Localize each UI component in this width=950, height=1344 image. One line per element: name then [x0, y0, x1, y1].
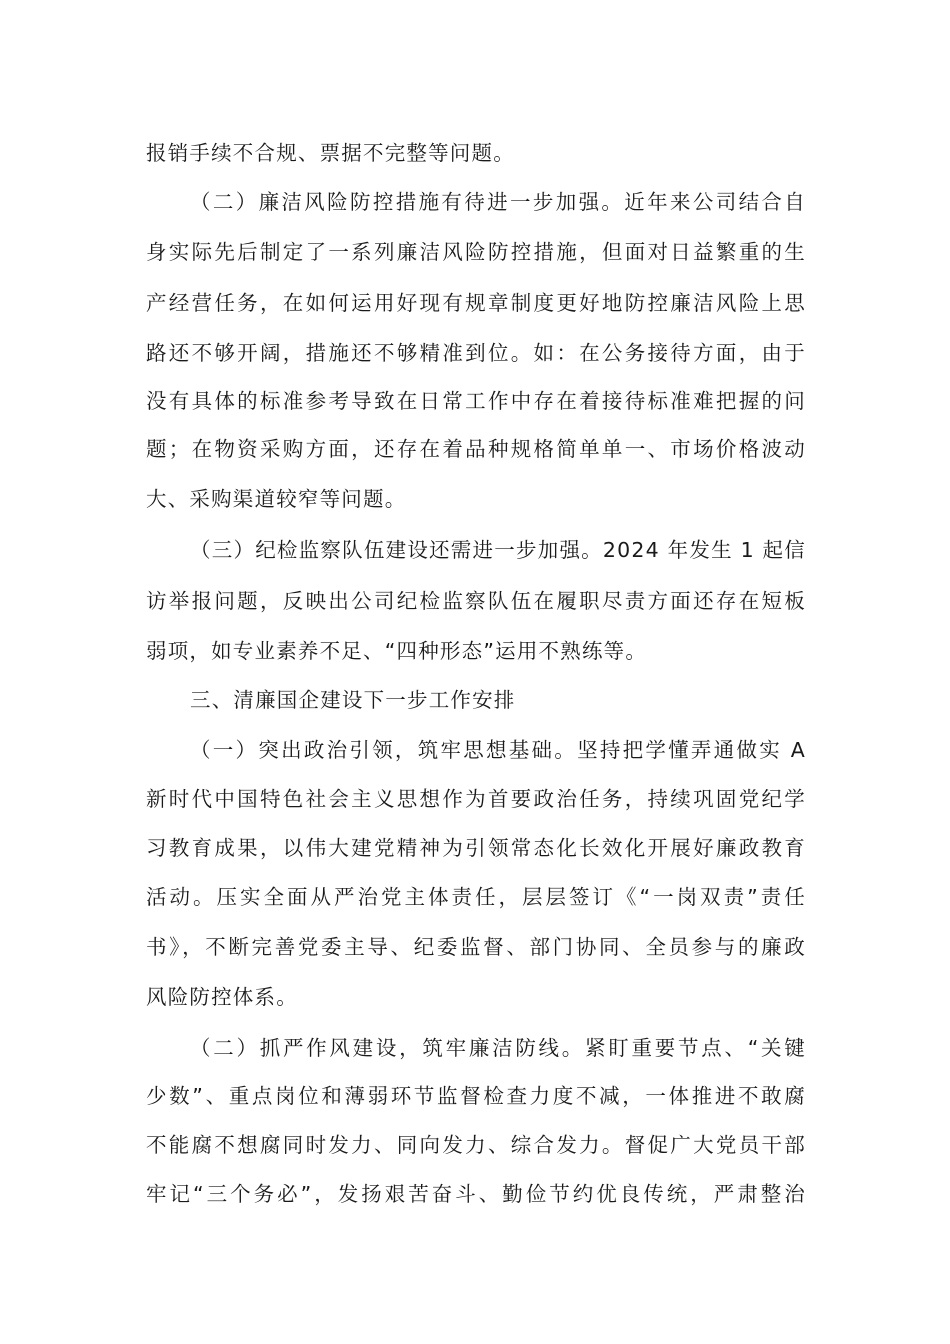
text-line: （一）突出政治引领，筑牢思想基础。坚持把学懂弄通做实 A — [190, 738, 806, 762]
text-line: （二）廉洁风险防控措施有待进一步加强。近年来公司结合自 — [190, 190, 806, 214]
text-line: 风险防控体系。 — [146, 985, 298, 1009]
text-line: 报销手续不合规、票据不完整等问题。 — [146, 141, 515, 165]
text-line: 弱项，如专业素养不足、“四种形态”运用不熟练等。 — [146, 639, 648, 663]
text-line: （二）抓严作风建设，筑牢廉洁防线。紧盯重要节点、“关键 — [190, 1036, 806, 1060]
text-line: 访举报问题，反映出公司纪检监察队伍在履职尽责方面还存在短板 — [146, 589, 806, 613]
text-line: 习教育成果，以伟大建党精神为引领常态化长效化开展好廉政教育 — [146, 836, 806, 860]
text-line: 题；在物资采购方面，还存在着品种规格简单单一、市场价格波动 — [146, 437, 806, 461]
text-line: 没有具体的标准参考导致在日常工作中存在着接待标准难把握的问 — [146, 389, 806, 413]
text-line: （三）纪检监察队伍建设还需进一步加强。2024 年发生 1 起信 — [190, 538, 806, 562]
text-line: 牢记“三个务必”，发扬艰苦奋斗、勤俭节约优良传统，严肃整治 — [146, 1182, 806, 1206]
text-line: 书》，不断完善党委主导、纪委监督、部门协同、全员参与的廉政 — [146, 935, 806, 959]
text-line: 不能腐不想腐同时发力、同向发力、综合发力。督促广大党员干部 — [146, 1133, 806, 1157]
section-heading: 三、清廉国企建设下一步工作安排 — [190, 688, 516, 712]
text-line: 活动。压实全面从严治党主体责任，层层签订《“一岗双责”责任 — [146, 885, 806, 909]
text-line: 大、采购渠道较窄等问题。 — [146, 487, 407, 511]
text-line: 产经营任务，在如何运用好现有规章制度更好地防控廉洁风险上思 — [146, 291, 806, 315]
text-line: 身实际先后制定了一系列廉洁风险防控措施，但面对日益繁重的生 — [146, 240, 806, 264]
text-line: 少数”、重点岗位和薄弱环节监督检查力度不减，一体推进不敢腐 — [146, 1084, 806, 1108]
text-line: 路还不够开阔，措施还不够精准到位。如：在公务接待方面，由于 — [146, 341, 806, 365]
text-line: 新时代中国特色社会主义思想作为首要政治任务，持续巩固党纪学 — [146, 787, 806, 811]
